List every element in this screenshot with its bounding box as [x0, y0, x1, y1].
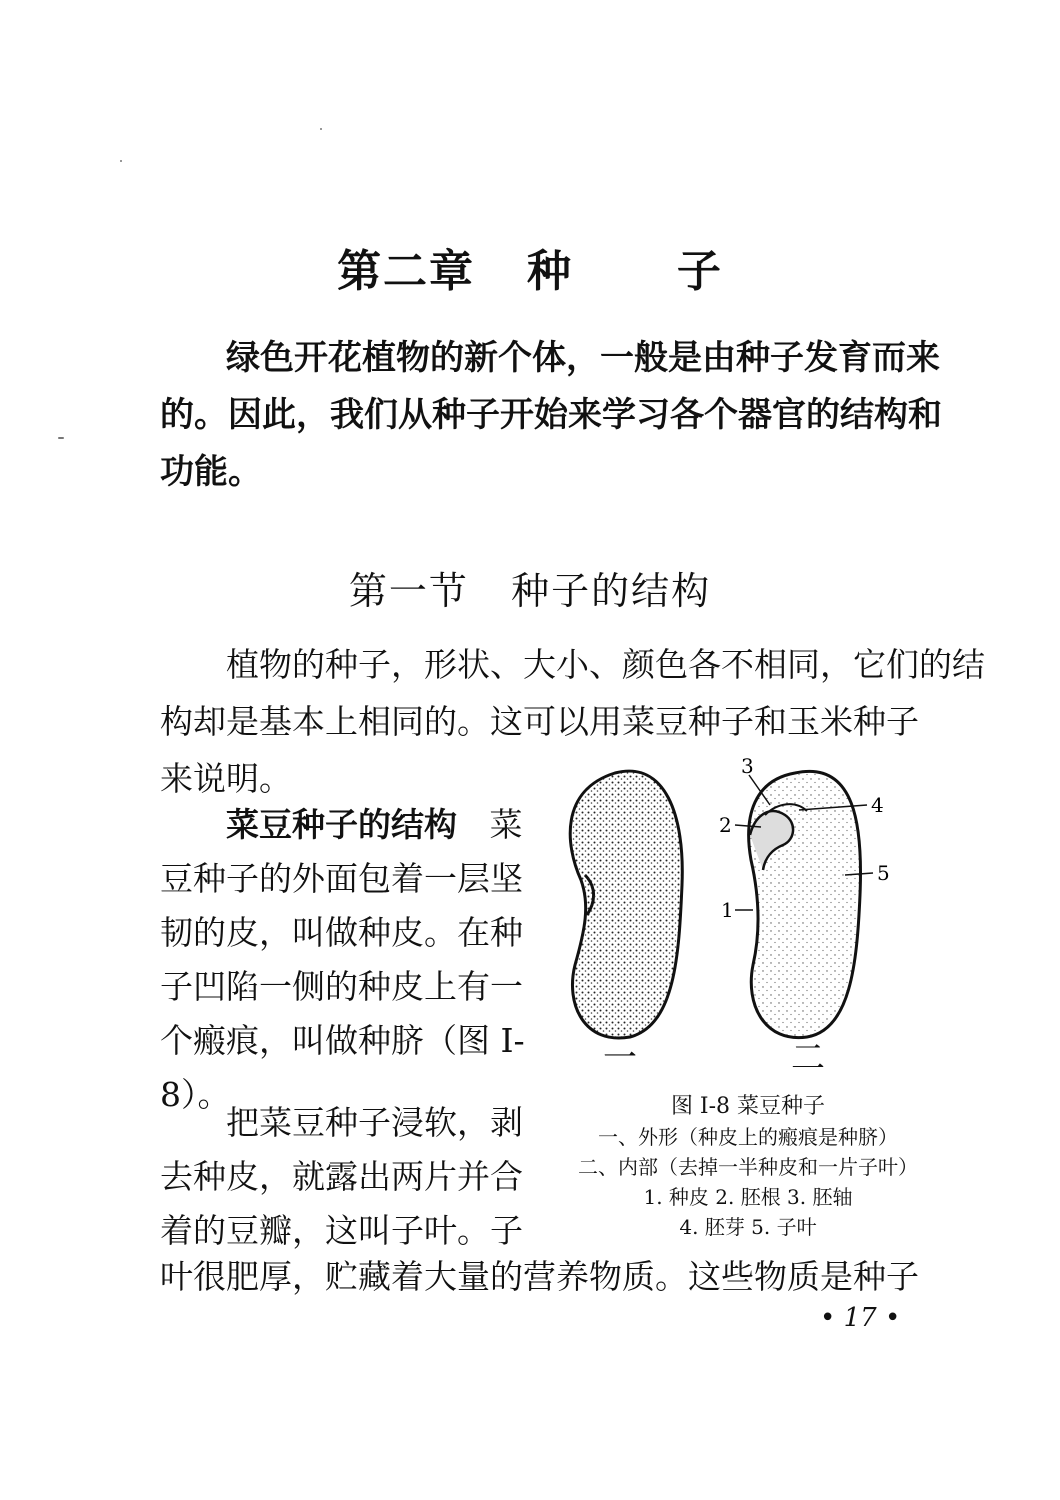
scan-speck — [320, 128, 322, 130]
label-5: 5 — [877, 861, 890, 885]
bean-seed-illustration — [545, 745, 940, 1075]
scan-speck — [58, 437, 64, 439]
paragraph-line: 把菜豆种子浸软，剥 — [226, 1103, 523, 1142]
caption-line: 4. 胚芽 5. 子叶 — [679, 1215, 817, 1239]
paragraph-line: 构却是基本上相同的。这可以用菜豆种子和玉米种子 — [160, 702, 919, 741]
caption-line: 二、内部（去掉一半种皮和一片子叶） — [578, 1155, 918, 1179]
label-1: 1 — [721, 898, 734, 922]
paragraph-line: 个瘢痕，叫做种脐（图 I- — [160, 1021, 525, 1060]
paragraph-line: 着的豆瓣，这叫子叶。子 — [160, 1211, 523, 1250]
paragraph-line: 去种皮，就露出两片并合 — [160, 1157, 523, 1196]
soaking-paragraph — [160, 1094, 530, 1256]
panel-label-interior: 二 — [791, 1038, 825, 1078]
label-4: 4 — [871, 793, 884, 817]
page-number: • 17 • — [820, 1303, 901, 1333]
paragraph-text: 菜 — [489, 805, 523, 844]
paragraph-line: 韧的皮，叫做种皮。在种 — [160, 913, 523, 952]
intro-line: 的。因此，我们从种子开始来学习各个器官的结构和 — [160, 395, 942, 435]
bean-structure-heading: 菜豆种子的结构 — [226, 805, 457, 844]
chapter-title: 第二章 种 子 — [337, 246, 723, 297]
paragraph-line: 豆种子的外面包着一层坚 — [160, 859, 523, 898]
label-2: 2 — [719, 813, 732, 837]
paragraph-line: 来说明。 — [160, 759, 292, 798]
bean-seed-figure — [545, 745, 940, 1078]
intro-paragraph — [160, 330, 940, 501]
panel-label-exterior: 一 — [603, 1038, 637, 1078]
bean-exterior — [570, 771, 682, 1038]
paragraph-line: 8）。 — [160, 1075, 231, 1114]
label-3: 3 — [741, 754, 754, 778]
section-title: 第一节 种子的结构 — [348, 569, 712, 613]
caption-line: 1. 种皮 2. 胚根 3. 胚轴 — [643, 1185, 853, 1209]
bean-structure-paragraph — [160, 796, 530, 1120]
figure-caption — [548, 1092, 948, 1242]
paragraph-line: 子凹陷一侧的种皮上有一 — [160, 967, 523, 1006]
intro-line: 功能。 — [160, 452, 262, 492]
caption-title: 图 I-8 菜豆种子 — [670, 1094, 826, 1119]
paragraph-line: 叶很肥厚，贮藏着大量的营养物质。这些物质是种子 — [160, 1257, 919, 1296]
paragraph-line: 植物的种子，形状、大小、颜色各不相同，它们的结 — [226, 645, 985, 684]
scan-speck — [120, 160, 122, 162]
caption-line: 一、外形（种皮上的瘢痕是种脐） — [598, 1125, 898, 1149]
intro-line: 绿色开花植物的新个体，一般是由种子发育而来 — [226, 338, 940, 378]
bean-interior — [749, 771, 861, 1037]
